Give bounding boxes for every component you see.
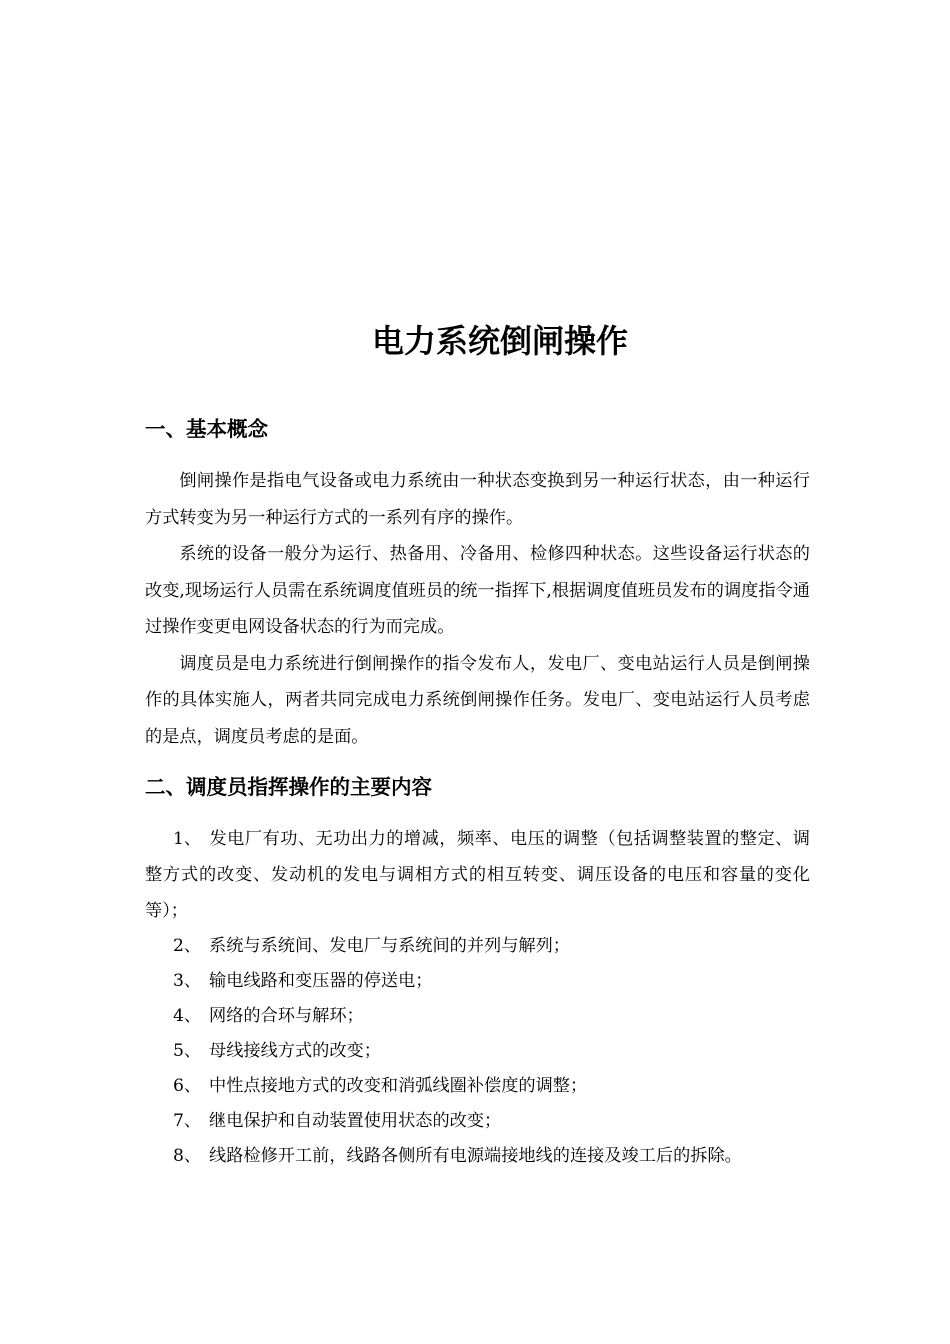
list-item-number: 7、	[173, 1111, 202, 1131]
list-item-number: 2、	[173, 936, 202, 956]
section-heading-basic-concepts: 一、基本概念	[145, 417, 268, 441]
list-item-text: 网络的合环与解环；	[209, 1006, 364, 1026]
paragraph-switching-definition: 倒闸操作是指电气设备或电力系统由一种状态变换到另一种运行状态，由一种运行方式转变为另一种运行方式的一系列有序的操作。	[145, 471, 810, 528]
list-item-text: 系统与系统间、发电厂与系统间的并列与解列；	[209, 936, 570, 956]
list-item-number: 3、	[173, 971, 202, 991]
list-item-number: 4、	[173, 1006, 202, 1026]
list-item-text: 母线接线方式的改变；	[209, 1041, 381, 1061]
list-item-text: 发电厂有功、无功出力的增减，频率、电压的调整（包括调整装置的整定、调整方式的改变、发动机的发电与调相方式的相互转变、调压设备的电压和容量的变化等）；	[145, 829, 810, 921]
section-basic-concepts	[145, 414, 810, 755]
list-item	[145, 964, 810, 999]
section-heading-dispatcher-operations: 二、调度员指挥操作的主要内容	[145, 775, 432, 799]
paragraph-dispatcher-role: 调度员是电力系统进行倒闸操作的指令发布人，发电厂、变电站运行人员是倒闸操作的具体实施人，两者共同完成电力系统倒闸操作任务。发电厂、变电站运行人员考虑的是点，调度员考虑的是面。	[145, 653, 810, 747]
list-item-text: 继电保护和自动装置使用状态的改变；	[209, 1111, 502, 1131]
list-item	[145, 1104, 810, 1139]
list-item-text: 线路检修开工前，线路各侧所有电源端接地线的连接及竣工后的拆除。	[209, 1146, 742, 1166]
list-item-text: 中性点接地方式的改变和消弧线圈补偿度的调整；	[209, 1076, 588, 1096]
list-item	[145, 821, 810, 929]
document-title: 电力系统倒闸操作	[371, 322, 628, 360]
list-item-number: 8、	[173, 1146, 202, 1166]
paragraph-device-states: 系统的设备一般分为运行、热备用、冷备用、检修四种状态。这些设备运行状态的改变,现场运行人员需在系统调度值班员的统一指挥下,根据调度值班员发布的调度指令通过操作变更电网设备状态的行为而完成。	[145, 544, 810, 637]
list-item-text: 输电线路和变压器的停送电；	[209, 971, 433, 991]
list-item	[145, 1069, 810, 1104]
list-item-number: 6、	[173, 1076, 202, 1096]
section-dispatcher-operations	[145, 772, 810, 1174]
list-item	[145, 929, 810, 964]
list-item-number: 5、	[173, 1041, 202, 1061]
list-item	[145, 1139, 810, 1174]
list-item	[145, 999, 810, 1034]
list-item-number: 1、	[173, 829, 202, 849]
list-item	[145, 1034, 810, 1069]
